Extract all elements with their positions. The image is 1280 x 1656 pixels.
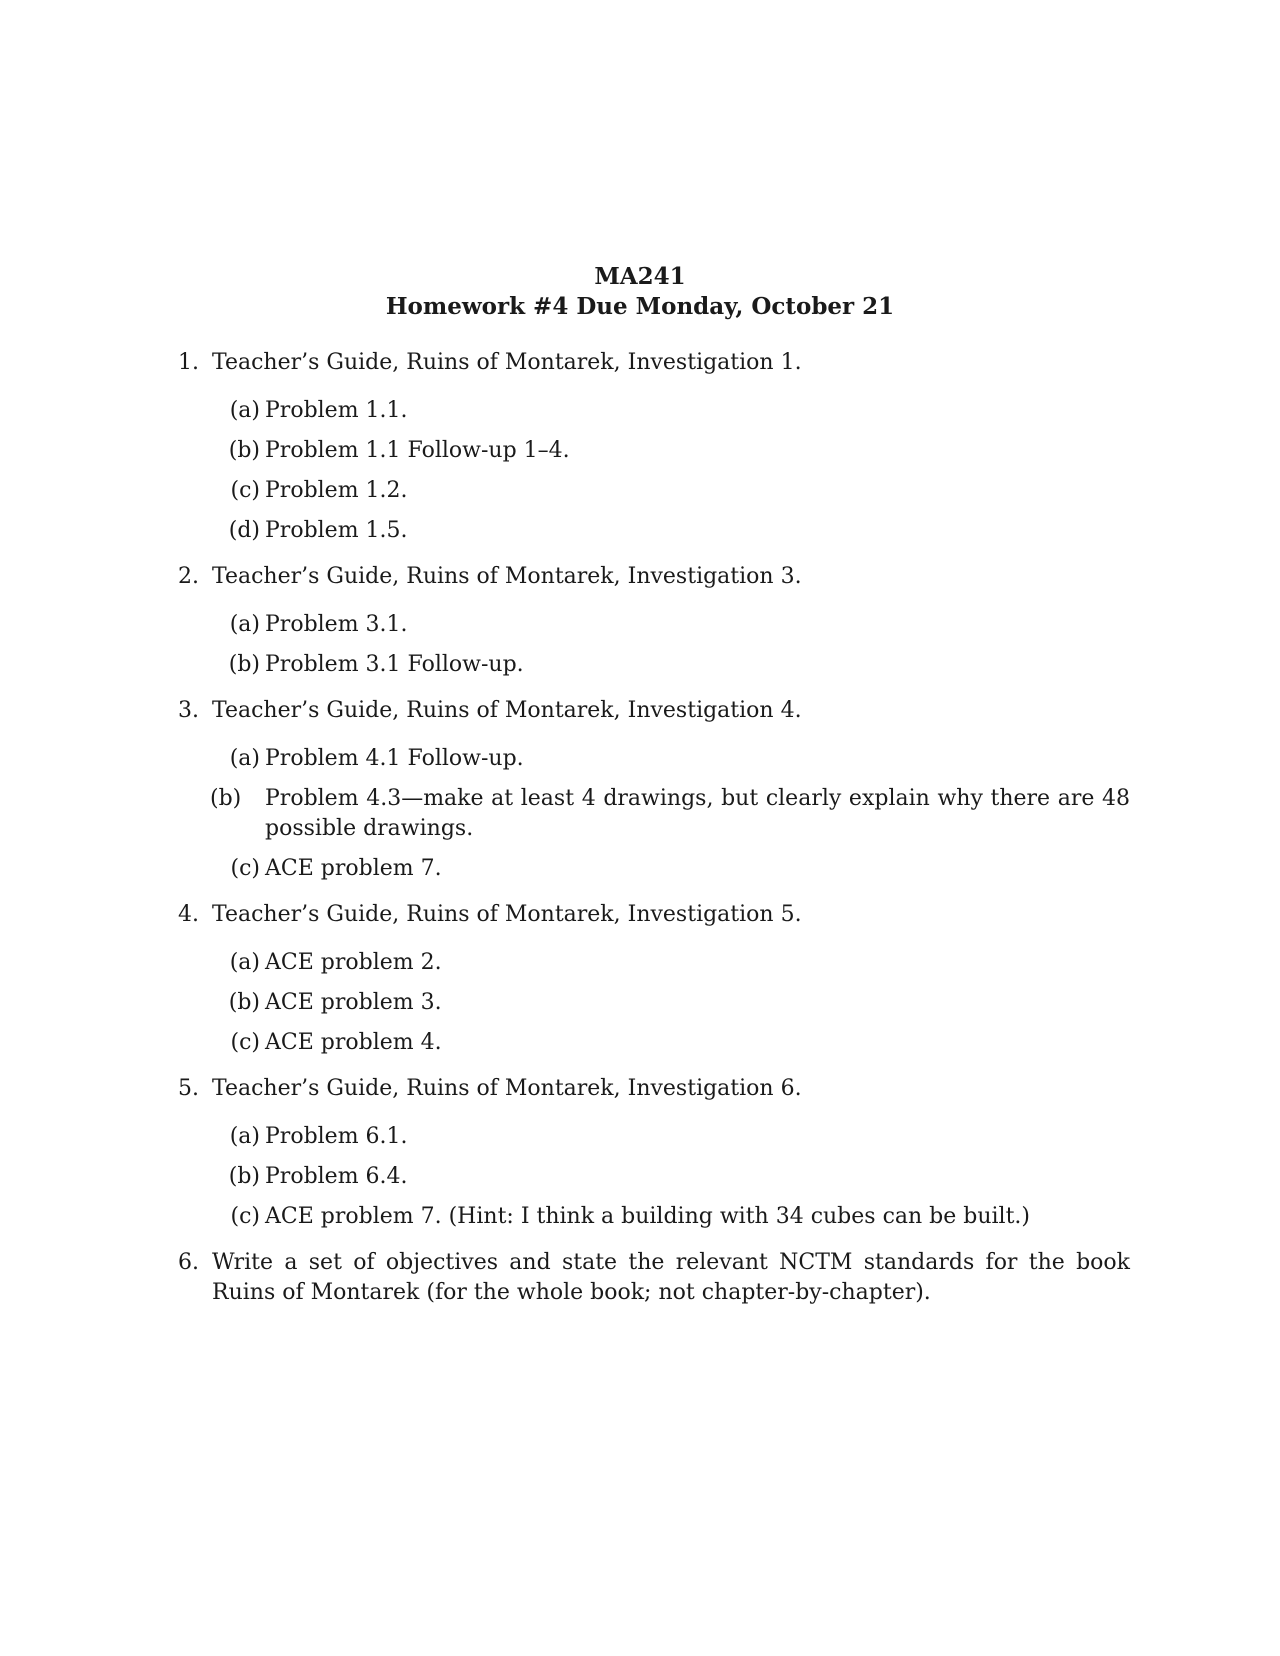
item-text: Teacher’s Guide, Ruins of Montarek, Investigation 3. <box>212 564 802 589</box>
sub-item-label: (b) <box>210 786 242 811</box>
sub-item <box>228 650 1130 680</box>
sub-list <box>212 396 1130 546</box>
list-item <box>178 900 1130 1058</box>
sub-item-text: ACE problem 2. <box>265 950 442 975</box>
sub-item-text: Problem 4.3—make at least 4 drawings, but clearly explain why there are 48 possible drawings. <box>265 786 1130 841</box>
sub-item-label: (d) <box>228 518 260 543</box>
item-number: 5. <box>178 1076 199 1101</box>
sub-item-text: Problem 1.5. <box>265 518 408 543</box>
sub-list <box>212 1122 1130 1232</box>
sub-item <box>228 988 1130 1018</box>
sub-item-text: ACE problem 4. <box>265 1030 442 1055</box>
sub-list <box>212 948 1130 1058</box>
title-block <box>0 262 1280 322</box>
problem-list <box>178 348 1130 1324</box>
sub-item-label: (b) <box>228 438 260 463</box>
sub-item <box>230 854 1130 884</box>
sub-item <box>229 396 1130 426</box>
item-text: Teacher’s Guide, Ruins of Montarek, Investigation 6. <box>212 1076 802 1101</box>
sub-item-label: (a) <box>229 950 260 975</box>
sub-item <box>230 1028 1130 1058</box>
sub-item-text: ACE problem 7. <box>265 856 442 881</box>
sub-item-text: Problem 1.1 Follow-up 1–4. <box>265 438 570 463</box>
sub-item-label: (a) <box>229 398 260 423</box>
sub-item <box>230 1202 1130 1232</box>
sub-item <box>228 436 1130 466</box>
sub-item-label: (c) <box>230 478 260 503</box>
item-text: Teacher’s Guide, Ruins of Montarek, Investigation 1. <box>212 350 802 375</box>
item-text: Teacher’s Guide, Ruins of Montarek, Investigation 5. <box>212 902 802 927</box>
sub-item-label: (b) <box>228 652 260 677</box>
sub-item <box>228 516 1130 546</box>
list-item <box>178 348 1130 546</box>
sub-item-text: Problem 3.1. <box>265 612 408 637</box>
sub-item-text: ACE problem 3. <box>265 990 442 1015</box>
item-number: 2. <box>178 564 199 589</box>
list-item <box>178 562 1130 680</box>
sub-item-text: Problem 1.2. <box>265 478 408 503</box>
item-number: 4. <box>178 902 199 927</box>
sub-item <box>229 744 1130 774</box>
sub-item-text: Problem 6.4. <box>265 1164 408 1189</box>
sub-item <box>229 948 1130 978</box>
sub-item <box>230 476 1130 506</box>
sub-list <box>212 610 1130 680</box>
sub-item <box>229 1122 1130 1152</box>
item-text: Write a set of objectives and state the relevant NCTM standards for the book Ruins of Montarek (for the whole book; not chapter-by-chapter). <box>212 1250 1130 1305</box>
sub-item <box>210 784 1130 844</box>
sub-item-text: Problem 1.1. <box>265 398 408 423</box>
item-number: 3. <box>178 698 199 723</box>
sub-item-label: (c) <box>230 856 260 881</box>
list-item <box>178 1248 1130 1308</box>
sub-item-label: (a) <box>229 1124 260 1149</box>
list-item <box>178 1074 1130 1232</box>
course-code: MA241 <box>594 263 686 290</box>
sub-item-label: (c) <box>230 1030 260 1055</box>
sub-item-label: (b) <box>228 990 260 1015</box>
sub-item-label: (a) <box>229 746 260 771</box>
sub-item <box>229 610 1130 640</box>
sub-list <box>212 744 1130 884</box>
item-number: 1. <box>178 350 199 375</box>
sub-item <box>228 1162 1130 1192</box>
sub-item-label: (c) <box>230 1204 260 1229</box>
sub-item-label: (a) <box>229 612 260 637</box>
sub-item-text: Problem 3.1 Follow-up. <box>265 652 524 677</box>
sub-item-text: Problem 6.1. <box>265 1124 408 1149</box>
list-item <box>178 696 1130 884</box>
sub-item-label: (b) <box>228 1164 260 1189</box>
sub-item-text: ACE problem 7. (Hint: I think a building with 34 cubes can be built.) <box>265 1204 1031 1229</box>
sub-item-text: Problem 4.1 Follow-up. <box>265 746 524 771</box>
item-text: Teacher’s Guide, Ruins of Montarek, Investigation 4. <box>212 698 802 723</box>
item-number: 6. <box>178 1250 199 1275</box>
homework-title: Homework #4 Due Monday, October 21 <box>385 293 895 320</box>
